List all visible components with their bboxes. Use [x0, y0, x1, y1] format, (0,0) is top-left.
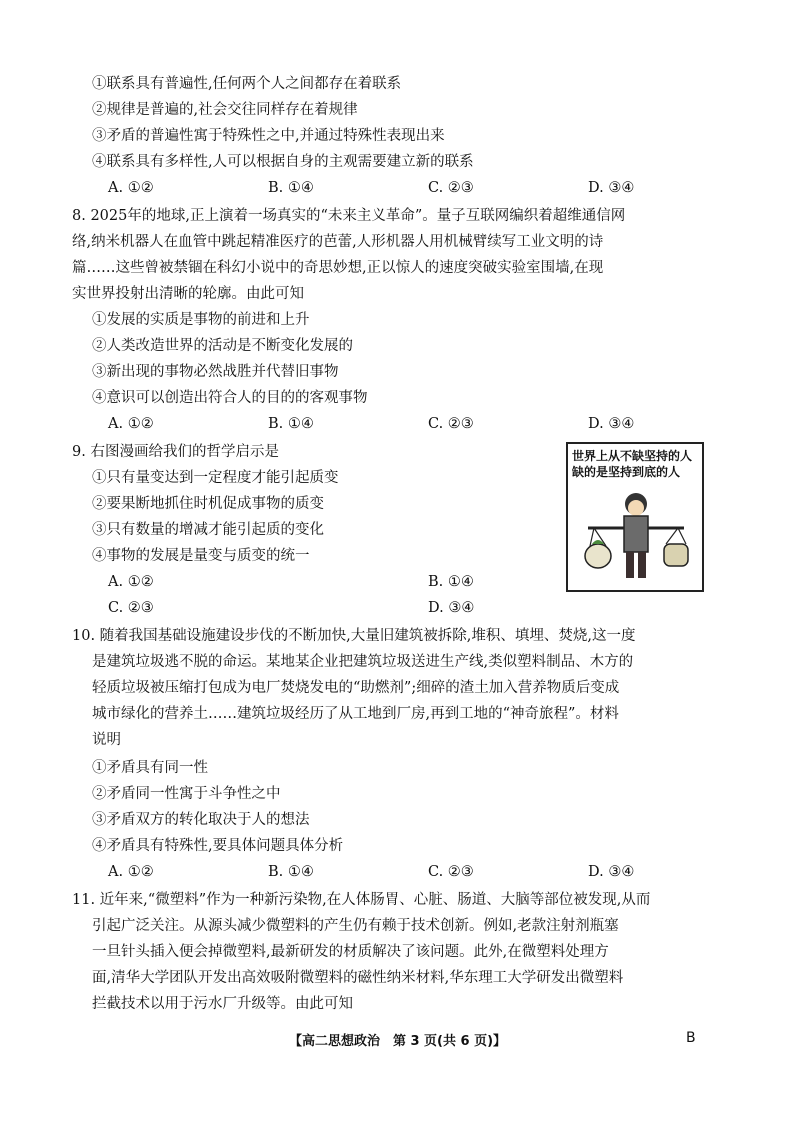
- q9-stem: 9. 右图漫画给我们的哲学启示是: [72, 444, 279, 460]
- q8-answer-c: C. ②③: [428, 416, 474, 432]
- q10-answer-d: D. ③④: [588, 864, 635, 880]
- q8-stem-line-3: 篇……这些曾被禁锢在科幻小说中的奇思妙想,正以惊人的速度突破实验室围墙,在现: [72, 260, 604, 276]
- q10-answer-c: C. ②③: [428, 864, 474, 880]
- q10-option-2: ②矛盾同一性寓于斗争性之中: [92, 786, 281, 802]
- cartoon-caption-line-2: 缺的是坚持到底的人: [572, 465, 681, 479]
- q9-option-4: ④事物的发展是量变与质变的统一: [92, 548, 310, 564]
- q10-stem-line-1: 10. 随着我国基础设施建设步伐的不断加快,大量旧建筑被拆除,堆积、填埋、焚烧,这一度: [72, 628, 636, 644]
- q8-stem-line-4: 实世界投射出清晰的轮廓。由此可知: [72, 286, 304, 302]
- q9-answer-b: B. ①④: [428, 574, 474, 590]
- q10-option-4: ④矛盾具有特殊性,要具体问题具体分析: [92, 838, 344, 854]
- q10-stem-line-3: 轻质垃圾被压缩打包成为电厂焚烧发电的“助燃剂”;细碎的渣土加入营养物质后变成: [92, 680, 620, 696]
- q8-answer-b: B. ①④: [268, 416, 314, 432]
- q9-option-2: ②要果断地抓住时机促成事物的质变: [92, 496, 324, 512]
- q11-stem-line-4: 面,清华大学团队开发出高效吸附微塑料的磁性纳米材料,华东理工大学研发出微塑料: [92, 970, 624, 986]
- paper-version-label: B: [686, 1030, 696, 1046]
- q8-option-3: ③新出现的事物必然战胜并代替旧事物: [92, 364, 339, 380]
- q8-option-2: ②人类改造世界的活动是不断变化发展的: [92, 338, 353, 354]
- q7-option-2: ②规律是普遍的,社会交往同样存在着规律: [92, 102, 358, 118]
- q9-answer-a: A. ①②: [108, 574, 154, 590]
- q7-option-1: ①联系具有普遍性,任何两个人之间都存在着联系: [92, 76, 402, 92]
- q10-option-1: ①矛盾具有同一性: [92, 760, 208, 776]
- q10-answer-a: A. ①②: [108, 864, 154, 880]
- page-footer: 【高二思想政治 第 3 页(共 6 页)】: [288, 1034, 507, 1049]
- q7-answer-d: D. ③④: [588, 180, 635, 196]
- q7-answer-b: B. ①④: [268, 180, 314, 196]
- q9-answer-d: D. ③④: [428, 600, 475, 616]
- q8-answer-d: D. ③④: [588, 416, 635, 432]
- q7-option-3: ③矛盾的普遍性寓于特殊性之中,并通过特殊性表现出来: [92, 128, 445, 144]
- q7-answer-c: C. ②③: [428, 180, 474, 196]
- q10-option-3: ③矛盾双方的转化取决于人的想法: [92, 812, 310, 828]
- q9-option-3: ③只有数量的增减才能引起质的变化: [92, 522, 324, 538]
- q10-stem-line-5: 说明: [92, 732, 121, 748]
- q10-stem-line-4: 城市绿化的营养土……建筑垃圾经历了从工地到厂房,再到工地的“神奇旅程”。材料: [92, 706, 619, 722]
- q11-stem-line-2: 引起广泛关注。从源头减少微塑料的产生仍有赖于技术创新。例如,老款注射剂瓶塞: [92, 918, 619, 934]
- q10-answer-b: B. ①④: [268, 864, 314, 880]
- q8-stem-line-1: 8. 2025年的地球,正上演着一场真实的“未来主义革命”。量子互联网编织着超维通信网: [72, 208, 626, 224]
- q9-answer-c: C. ②③: [108, 600, 154, 616]
- q11-stem-line-3: 一旦针头插入便会掉微塑料,最新研发的材质解决了该问题。此外,在微塑料处理方: [92, 944, 609, 960]
- q7-option-4: ④联系具有多样性,人可以根据自身的主观需要建立新的联系: [92, 154, 474, 170]
- q8-answer-a: A. ①②: [108, 416, 154, 432]
- cartoon-caption-line-1: 世界上从不缺坚持的人: [572, 449, 693, 463]
- q8-option-1: ①发展的实质是事物的前进和上升: [92, 312, 310, 328]
- q9-option-1: ①只有量变达到一定程度才能引起质变: [92, 470, 339, 486]
- q8-stem-line-2: 络,纳米机器人在血管中跳起精准医疗的芭蕾,人形机器人用机械臂续写工业文明的诗: [72, 234, 604, 250]
- q11-stem-line-1: 11. 近年来,“微塑料”作为一种新污染物,在人体肠胃、心脏、肠道、大脑等部位被发现,从而: [72, 892, 651, 908]
- cartoon-figure-illustration: [568, 444, 702, 590]
- q10-stem-line-2: 是建筑垃圾逃不脱的命运。某地某企业把建筑垃圾送进生产线,类似塑料制品、木方的: [92, 654, 634, 670]
- q8-option-4: ④意识可以创造出符合人的目的的客观事物: [92, 390, 368, 406]
- q9-cartoon: [566, 442, 704, 592]
- q7-answer-a: A. ①②: [108, 180, 154, 196]
- q11-stem-line-5: 拦截技术以用于污水厂升级等。由此可知: [92, 996, 353, 1012]
